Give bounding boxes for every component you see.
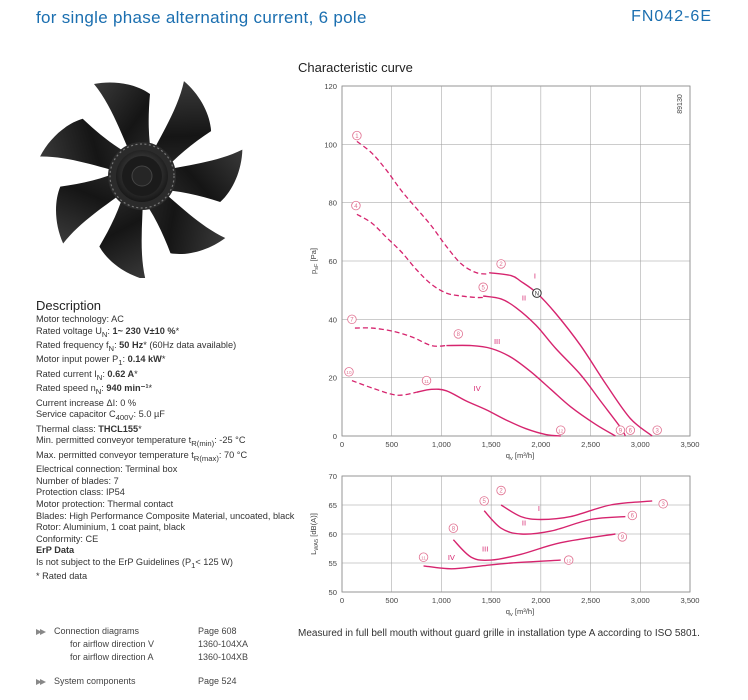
x-tick-label: 500 xyxy=(385,440,399,449)
chart-side-label: 89130 xyxy=(677,94,684,114)
operating-point-label: N xyxy=(534,291,540,298)
description-line: Protection class: IP54 xyxy=(36,487,125,498)
y-tick-label: 55 xyxy=(328,559,337,568)
description-line: Max. permitted conveyor temperature $t_{R(max)}$: 70 °C xyxy=(36,449,248,463)
series-label: III xyxy=(482,544,489,554)
double-arrow-icon xyxy=(36,628,46,636)
description-line: Rated voltage $U_N$: 1~ 230 V±10 %* xyxy=(36,325,180,339)
curve-marker-label: 2 xyxy=(499,488,503,495)
description-line: Motor protection: Thermal contact xyxy=(36,498,174,509)
y-tick-label: 50 xyxy=(328,588,337,597)
curve-marker-label: 10 xyxy=(346,370,352,376)
x-tick-label: 1,000 xyxy=(431,440,451,449)
series-label: II xyxy=(521,518,527,528)
characteristic-curve-charts xyxy=(296,78,736,618)
x-tick-label: 2,000 xyxy=(531,440,551,449)
x-axis-label: $q_v$ [m³/h] xyxy=(505,451,535,462)
series-IV-dashed-line xyxy=(352,381,417,396)
curve-marker-label: 3 xyxy=(655,428,659,435)
series-label: I xyxy=(533,271,536,281)
connection-diagrams-link[interactable]: Connection diagrams xyxy=(36,626,139,636)
series-label: II xyxy=(521,293,527,303)
description-line: Is not subject to the ErP Guidelines ($P_1< 125$ W) xyxy=(36,556,233,570)
curve-marker-label: 7 xyxy=(350,317,354,324)
y-tick-label: 65 xyxy=(328,501,337,510)
description-line: Rotor: Aluminium, 1 coat paint, black xyxy=(36,522,186,533)
curve-marker-label: 3 xyxy=(661,502,665,509)
description-heading: Description xyxy=(36,298,102,313)
description-line: Current increase ΔI: 0 % xyxy=(36,397,137,408)
description-line: Rated frequency $f_N$: 50 Hz* (60Hz data available) xyxy=(36,340,237,353)
x-tick-label: 3,000 xyxy=(630,596,650,605)
series-II-line xyxy=(483,296,625,436)
y-tick-label: 20 xyxy=(328,373,337,383)
description-line: Motor technology: AC xyxy=(36,314,124,324)
x-tick-label: 2,500 xyxy=(581,440,601,449)
airflow-v-code: 1360-104XA xyxy=(198,639,249,649)
y-tick-label: 120 xyxy=(324,82,337,91)
series-label: III xyxy=(493,337,501,347)
description-line: * Rated data xyxy=(36,571,88,582)
y-tick-label: 40 xyxy=(328,315,337,325)
series-label: IV xyxy=(447,553,455,563)
description-line: Rated current $I_N$: 0.62 A* xyxy=(36,368,138,382)
x-tick-label: 0 xyxy=(339,440,345,449)
curve-marker-label: 9 xyxy=(620,535,625,542)
curve-marker-label: 12 xyxy=(566,558,572,564)
y-tick-label: 60 xyxy=(328,257,337,266)
curve-marker-label: 5 xyxy=(482,499,486,506)
series-IV-line xyxy=(424,560,561,569)
y-tick-label: 80 xyxy=(328,198,337,208)
curve-marker-label: 9 xyxy=(618,428,623,435)
y-tick-label: 60 xyxy=(328,530,337,539)
measurement-note: Measured in full bell mouth without guard grille in installation type A according to ISO 5801. xyxy=(298,628,700,639)
description-line: Electrical connection: Terminal box xyxy=(36,464,178,475)
y-axis-label: $L_{WA5}$ [dB(A)] xyxy=(309,513,320,555)
series-III-dashed-line xyxy=(355,328,446,346)
x-tick-label: 500 xyxy=(385,596,399,605)
chart-title: Characteristic curve xyxy=(298,60,413,75)
system-components-page: Page 524 xyxy=(198,676,237,686)
series-I-dashed-line xyxy=(357,141,489,274)
curve-marker-label: 11 xyxy=(424,378,429,384)
description-list xyxy=(36,314,300,583)
curve-marker-label: 11 xyxy=(421,555,426,561)
curve-marker-label: 6 xyxy=(630,513,635,520)
y-axis-label: $p_{sF}$ [Pa] xyxy=(309,248,320,274)
description-line: Blades: High Performance Composite Material, uncoated, black xyxy=(36,510,295,521)
curve-marker-label: 12 xyxy=(558,428,564,434)
series-I-line xyxy=(489,273,652,436)
series-label: I xyxy=(537,503,540,513)
x-tick-label: 3,500 xyxy=(680,440,700,449)
x-tick-label: 2,500 xyxy=(581,596,601,605)
curve-marker-label: 1 xyxy=(355,133,359,140)
curve-marker-label: 5 xyxy=(481,285,485,292)
description-line: Motor input power $P_1$: 0.14 kW* xyxy=(36,354,166,368)
x-tick-label: 1,500 xyxy=(481,596,501,605)
description-line: Service capacitor $C_{400V}$: 5.0 µF xyxy=(36,409,165,423)
series-II-dashed-line xyxy=(357,214,483,297)
x-tick-label: 3,500 xyxy=(680,596,700,605)
description-line: Min. permitted conveyor temperature $t_{R(min)}$: -25 °C xyxy=(36,435,246,449)
y-tick-label: 0 xyxy=(332,432,337,441)
x-tick-label: 2,000 xyxy=(531,596,551,605)
system-components-link[interactable]: System components xyxy=(36,676,136,686)
y-tick-label: 100 xyxy=(324,140,337,150)
x-tick-label: 1,000 xyxy=(431,596,451,605)
connection-diagrams-page: Page 608 xyxy=(198,626,237,636)
curve-marker-label: 8 xyxy=(451,526,456,533)
description-line: Number of blades: 7 xyxy=(36,475,119,486)
series-III-line xyxy=(453,534,615,560)
series-II-line xyxy=(484,511,625,534)
x-tick-label: 0 xyxy=(339,596,345,605)
curve-marker-label: 8 xyxy=(456,332,461,339)
curve-marker-label: 4 xyxy=(354,203,358,210)
description-line: Rated speed $n_N$: 940 min⁻¹* xyxy=(36,383,153,397)
product-code: FN042-6E xyxy=(631,8,712,25)
y-tick-label: 70 xyxy=(328,472,337,481)
airflow-a-label: for airflow direction A xyxy=(70,652,154,662)
airflow-a-code: 1360-104XB xyxy=(198,652,249,662)
axial-fan-icon xyxy=(30,68,250,278)
x-axis-label: $q_v$ [m³/h] xyxy=(505,607,535,618)
description-line: ErP Data xyxy=(36,545,75,556)
page-title: for single phase alternating current, 6 pole xyxy=(36,8,367,27)
airflow-v-label: for airflow direction V xyxy=(70,639,155,649)
double-arrow-icon xyxy=(36,678,46,686)
series-IV-line xyxy=(417,389,561,436)
x-tick-label: 3,000 xyxy=(630,440,650,449)
curve-marker-label: 2 xyxy=(499,262,503,269)
series-label: IV xyxy=(473,383,481,393)
description-line: Conformity: CE xyxy=(36,533,99,544)
x-tick-label: 1,500 xyxy=(481,440,501,449)
curve-marker-label: 6 xyxy=(628,428,633,435)
description-line: Thermal class: THCL155* xyxy=(36,423,142,434)
